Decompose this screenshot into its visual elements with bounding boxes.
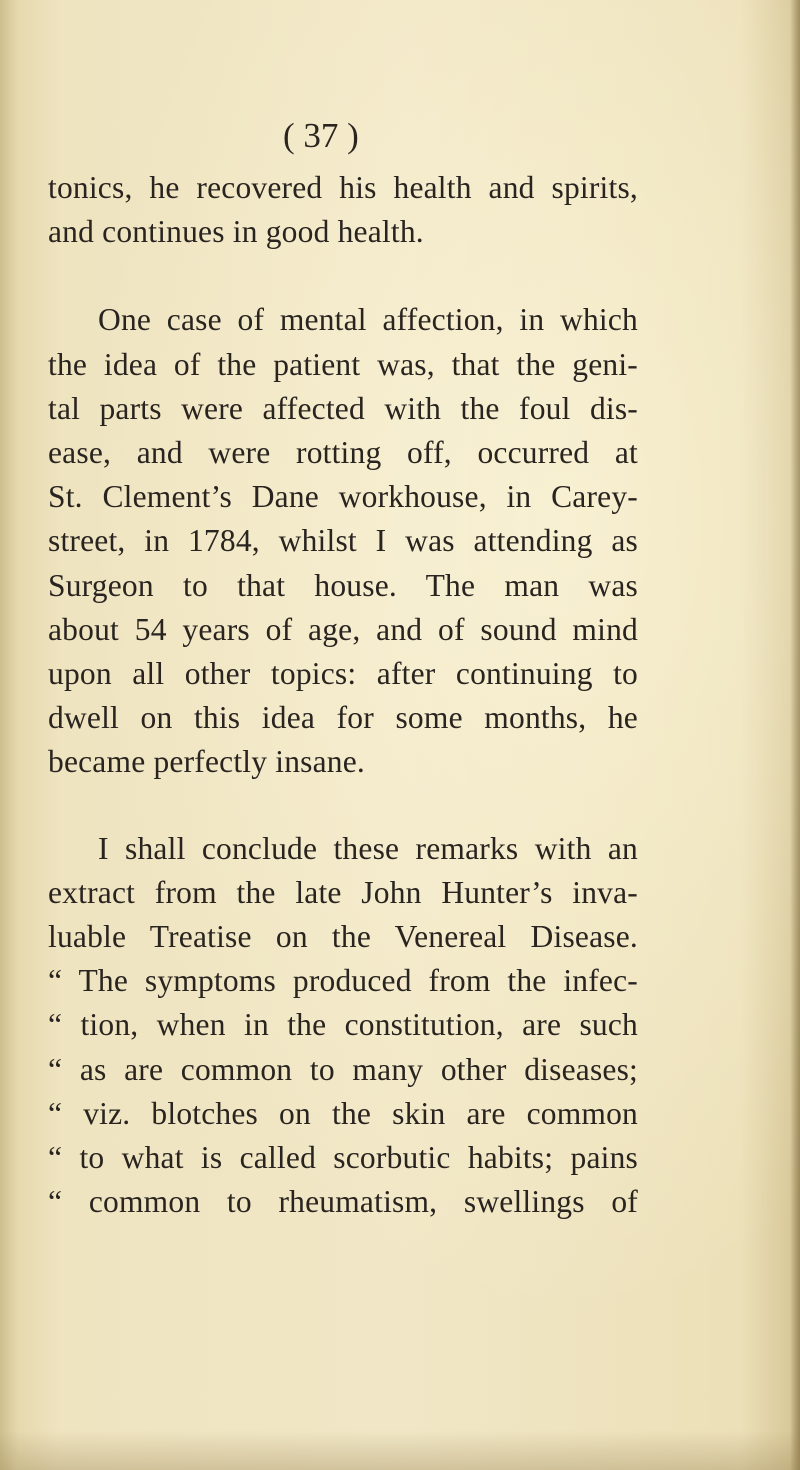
text-line: street, in 1784, whilst I was attending as — [48, 523, 638, 559]
text-line: the idea of the patient was, that the geni- — [48, 346, 638, 382]
quote-line: “ tion, when in the constitution, are such — [48, 1007, 638, 1043]
quote-line: “ to what is called scorbutic habits; pains — [48, 1140, 638, 1176]
quote-line: “ The symptoms produced from the infec- — [48, 963, 638, 999]
page-shadow — [0, 1430, 800, 1470]
paragraph-gap — [48, 254, 638, 298]
quote-line: “ as are common to many other diseases; — [48, 1051, 638, 1087]
quote-line: “ viz. blotches on the skin are common — [48, 1095, 638, 1131]
text-line: Surgeon to that house. The man was — [48, 567, 638, 603]
text-line: St. Clement’s Dane workhouse, in Carey- — [48, 479, 638, 515]
book-page: ( 37 ) tonics, he recovered his health and spirits, and continues in good health. One case of mental affection, in which the idea of the patient was, that the geni- tal parts were affected with the foul dis- ease, and were rotting off, occurred at St. Clement’s Dane workhouse, in Carey- street, in 1784, whilst I was attending as Surgeon to that house. The man was about 54 years of age, and of sound mind upon all other topics: after continuing to dwell on this idea for some months, he became perfectly insane. I shall conclude these remarks with an extract from the late John Hunter’s inva- luable Treatise on the Venereal Disease. “ The symptoms produced from the infec- “ tion, when in the constitution, are such “ as are common to many other diseases; “ viz. blotches on the skin are common “ to what is called scorbutic habits; pains “ common to rheumatism, swellings of — [0, 0, 800, 1470]
text-line: and continues in good health. — [48, 214, 424, 250]
text-line: became perfectly insane. — [48, 744, 366, 780]
text-line: luable Treatise on the Venereal Disease. — [48, 919, 638, 955]
text-line: I shall conclude these remarks with an — [98, 830, 638, 866]
text-line: extract from the late John Hunter’s inva- — [48, 874, 638, 910]
text-line: tal parts were affected with the foul dis- — [48, 390, 638, 426]
body-text — [48, 166, 638, 1224]
text-line: upon all other topics: after continuing to — [48, 656, 638, 692]
text-line: ease, and were rotting off, occurred at — [48, 435, 638, 471]
quote-line: “ common to rheumatism, swellings of — [48, 1184, 638, 1220]
text-line: tonics, he recovered his health and spirits, — [48, 170, 638, 205]
text-line: about 54 years of age, and of sound mind — [48, 611, 638, 647]
page-edge — [790, 0, 800, 1470]
text-line: One case of mental affection, in which — [98, 302, 638, 338]
paragraph-gap — [48, 785, 638, 827]
text-line: dwell on this idea for some months, he — [48, 700, 638, 736]
